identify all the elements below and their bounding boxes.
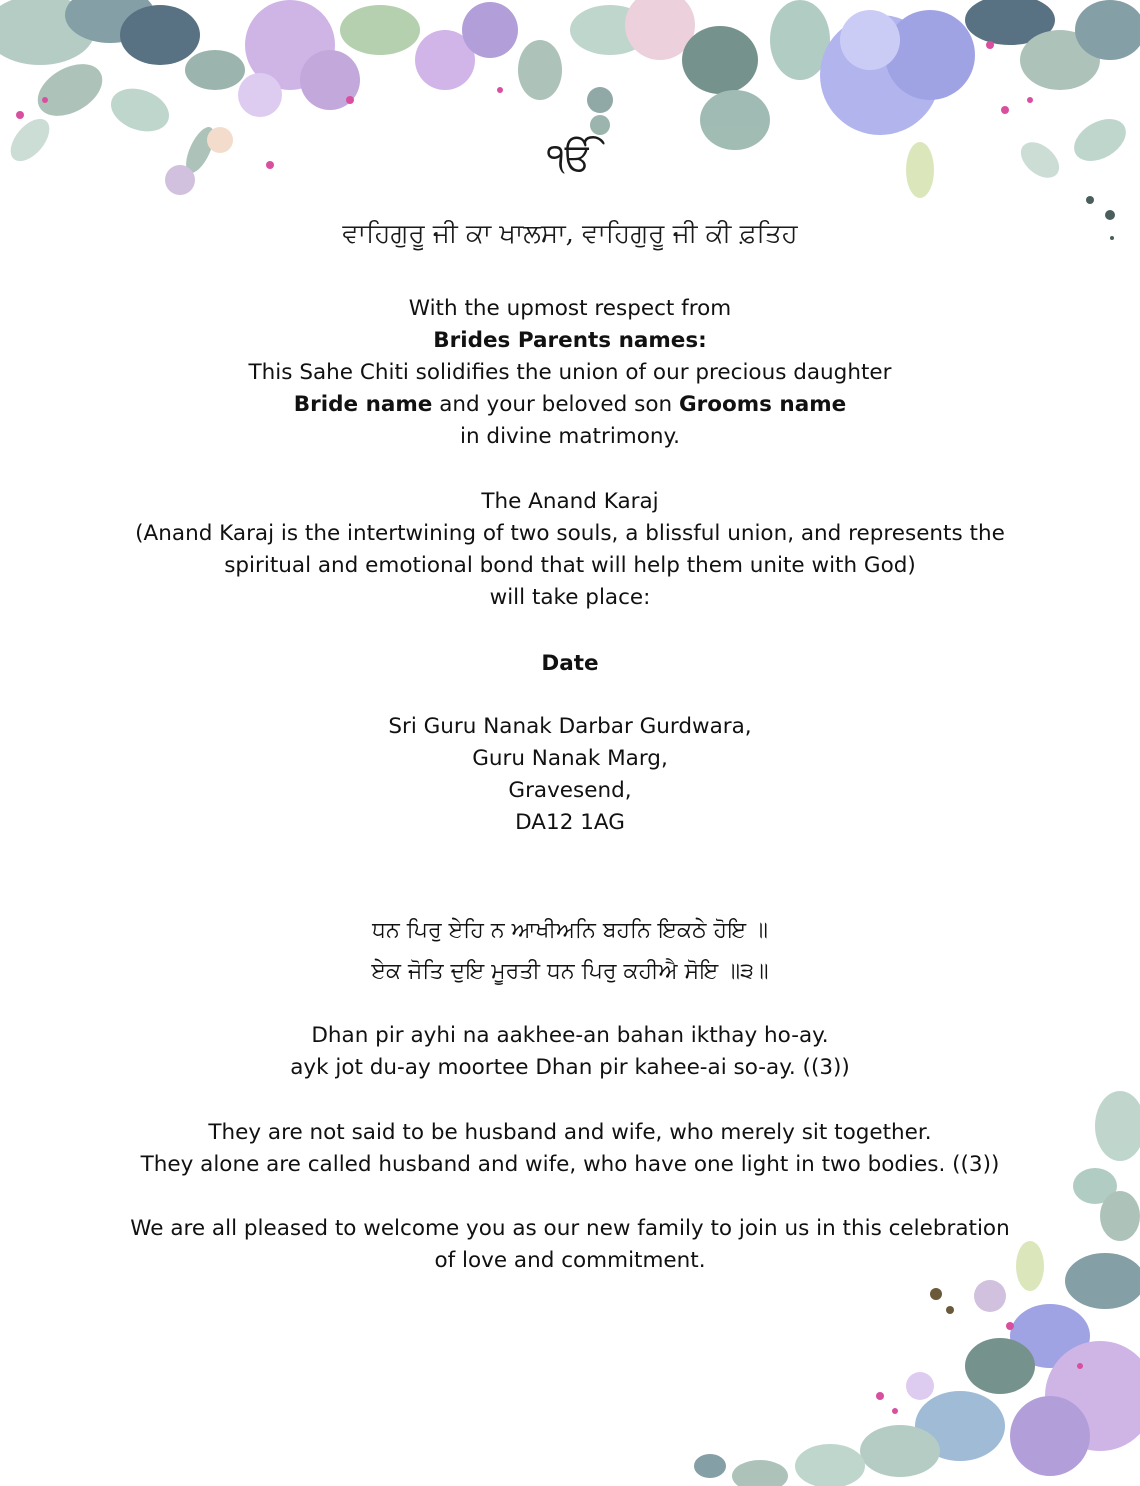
intro-line: in divine matrimony. [459, 424, 681, 449]
shabad-transliteration [0, 1020, 1140, 1084]
anand-karaj-section [0, 486, 1140, 614]
shabad-translation [0, 1117, 1140, 1181]
brides-parents-names: Brides Parents names: [433, 328, 707, 353]
venue-postcode: DA12 1AG [515, 810, 625, 835]
venue-address [0, 711, 1140, 839]
intro-line: With the upmost respect from [408, 296, 732, 321]
translation-line: They alone are called husband and wife, who have one light in two bodies. ((3)) [140, 1152, 1000, 1177]
groom-name: Grooms name [678, 392, 847, 417]
anand-karaj-description: (Anand Karaj is the intertwining of two souls, a blissful union, and represents the [135, 521, 1005, 546]
anand-karaj-take-place: will take place: [489, 585, 651, 610]
transliteration-line: Dhan pir ayhi na aakhee-an bahan ikthay ho-ay. [311, 1023, 829, 1048]
couple-names-line [0, 389, 1140, 421]
bride-name: Bride name [293, 392, 433, 417]
gurmukhi-verse: ਧਨ ਪਿਰੁ ਏਹਿ ਨ ਆਖੀਅਨਿ ਬਹਨਿ ਇਕਠੇ ਹੋਇ ॥ [372, 918, 768, 943]
shabad-gurmukhi [0, 910, 1140, 992]
venue-line: Sri Guru Nanak Darbar Gurdwara, [388, 714, 752, 739]
anand-karaj-title: The Anand Karaj [481, 489, 659, 514]
gurmukhi-greeting: ਵਾਹਿਗੁਰੂ ਜੀ ਕਾ ਖਾਲਸਾ, ਵਾਹਿਗੁਰੂ ਜੀ ਕੀ ਫ਼ਤਿਹ [342, 219, 798, 249]
closing-line: We are all pleased to welcome you as our new family to join us in this celebration [130, 1216, 1010, 1241]
closing-message [0, 1213, 1140, 1277]
date-label: Date [541, 651, 599, 676]
invitation-intro [0, 293, 1140, 453]
couple-connector: and your beloved son [432, 392, 679, 417]
venue-line: Guru Nanak Marg, [472, 746, 668, 771]
intro-line: This Sahe Chiti solidifies the union of our precious daughter [248, 360, 892, 385]
venue-line: Gravesend, [508, 778, 632, 803]
translation-line: They are not said to be husband and wife, who merely sit together. [208, 1120, 932, 1145]
gurmukhi-verse: ਏਕ ਜੋਤਿ ਦੁਇ ਮੂਰਤੀ ਧਨ ਪਿਰੁ ਕਹੀਐ ਸੋਇ ॥੩॥ [371, 959, 769, 984]
ik-onkar-symbol: ੴ [546, 135, 594, 179]
closing-line: of love and commitment. [434, 1248, 706, 1273]
anand-karaj-description: spiritual and emotional bond that will help them unite with God) [224, 553, 916, 578]
transliteration-line: ayk jot du-ay moortee Dhan pir kahee-ai so-ay. ((3)) [290, 1055, 850, 1080]
